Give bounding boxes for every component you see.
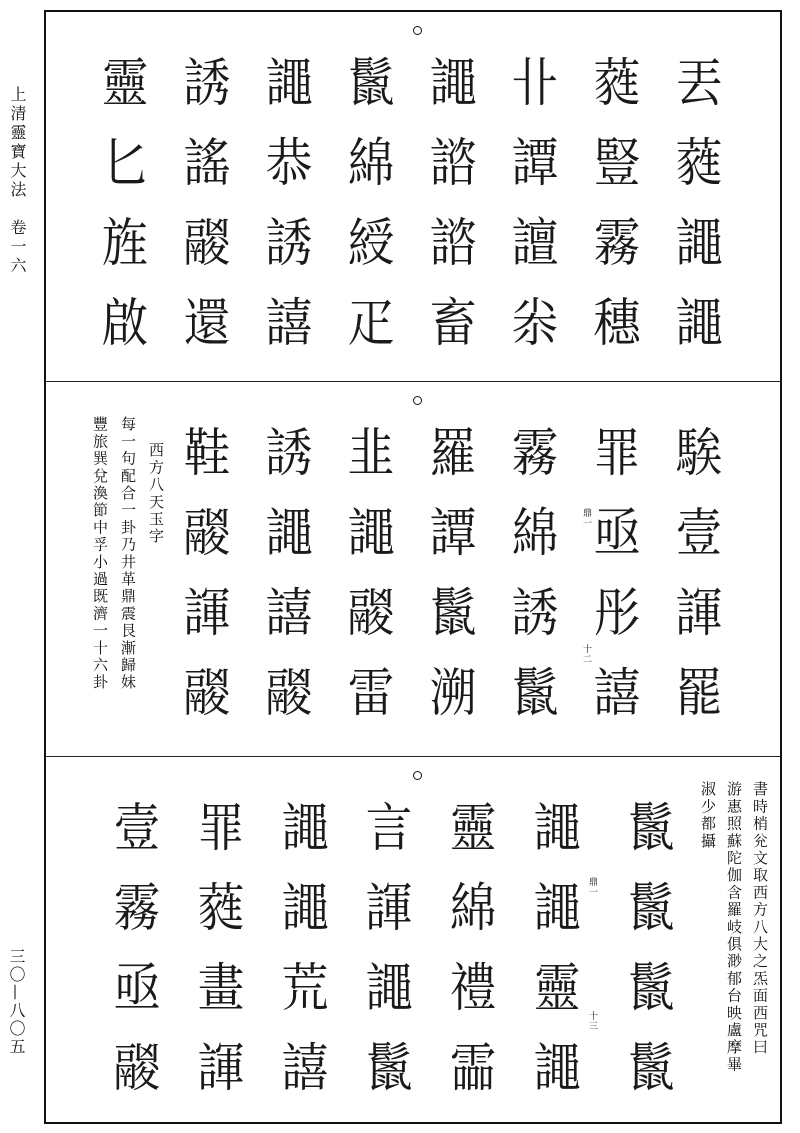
seal-char: 彤 [593,584,641,644]
seal-column [254,414,324,734]
seal-char: 羅 [429,424,477,484]
seal-char: 誘 [265,424,313,484]
seal-char: 譝 [281,799,329,859]
seal-char: 譝 [675,214,723,274]
seal-char: 綿 [347,134,395,194]
fold-note: 十三 [587,1011,597,1031]
seal-char: 荒 [281,959,329,1019]
seal-char: 譝 [281,879,329,939]
seal-char: 疋 [347,294,395,354]
seal-char: 鬛 [627,799,675,859]
seal-char: 匕 [101,134,149,194]
page-frame [44,10,782,1124]
seal-column [664,44,734,364]
seal-column [418,414,488,734]
seal-column [186,789,256,1109]
seal-char: 諢 [197,1039,245,1099]
seal-char: 尜 [511,294,559,354]
seal-char: 譝 [265,54,313,114]
seal-column [582,414,652,734]
seal-char: 騃 [675,424,723,484]
seal-char: 鬛 [365,1039,413,1099]
seal-char: 霧 [593,214,641,274]
panel-3 [46,757,780,1122]
margin-title: 上清靈寶大法 卷一六 [8,86,27,276]
seal-char: 蕤 [593,54,641,114]
seal-column [616,789,686,1109]
seal-char: 罪 [197,799,245,859]
seal-column [172,44,242,364]
seal-char: 譝 [365,959,413,1019]
seal-char: 丟 [675,54,723,114]
seal-char: 綿 [449,879,497,939]
seal-char: 諢 [365,879,413,939]
seal-char: 譝 [533,879,581,939]
seal-char: 謠 [183,134,231,194]
seal-char: 綬 [347,214,395,274]
seal-char: 譚 [511,134,559,194]
seal-column [90,44,160,364]
seal-column [270,789,340,1109]
seal-column [172,414,242,734]
seal-char: 罷 [675,664,723,724]
seal-char: 靈 [533,959,581,1019]
seal-char: 言 [365,799,413,859]
seal-char: 譝 [429,54,477,114]
seal-column [438,789,508,1109]
circle-marker [413,771,422,780]
seal-column [336,414,406,734]
seal-char: 譆 [281,1039,329,1099]
seal-char: 霧 [113,879,161,939]
seal-char: 禮 [449,959,497,1019]
seal-char: 鞋 [183,424,231,484]
seal-char: 綿 [511,504,559,564]
seal-char: 鬛 [627,879,675,939]
seal-column [500,44,570,364]
seal-char: 還 [183,294,231,354]
seal-char: 諮 [429,214,477,274]
seal-char: 譝 [533,1039,581,1099]
note-line: 書時梢兊文取西方八大之炁面西咒曰 [751,781,769,1057]
seal-char: 譝 [265,504,313,564]
fold-note: 鼎一 [581,508,591,528]
note-line: 淑少都攝 [699,781,717,850]
margin-page-number: 三〇—八〇五 [7,948,26,1056]
seal-char: 鬛 [627,959,675,1019]
seal-char: 諮 [429,134,477,194]
circle-marker [413,26,422,35]
seal-char: 亟 [593,504,641,564]
seal-char: 蕤 [197,879,245,939]
seal-char: 雷 [347,664,395,724]
seal-char: 靈 [101,54,149,114]
fold-note: 十二 [581,644,591,664]
seal-char: 畫 [197,959,245,1019]
seal-char: 恭 [265,134,313,194]
circle-marker [413,396,422,405]
seal-char: 蕤 [675,134,723,194]
note-line: 游惠照蘇陀伽含羅岐俱渺郁台映盧摩畢 [725,781,743,1074]
seal-column [500,414,570,734]
seal-char: 鬷 [113,1039,161,1099]
seal-char: 誘 [265,214,313,274]
seal-char: 鬛 [429,584,477,644]
seal-char: 譆 [593,664,641,724]
seal-char: 諢 [675,584,723,644]
seal-char: 罪 [593,424,641,484]
note-line: 每一句配合一卦乃井革鼎震艮漸歸妹 [119,416,137,692]
seal-char: 亟 [113,959,161,1019]
seal-column [664,414,734,734]
seal-char: 啟 [101,294,149,354]
seal-char: 鬷 [183,214,231,274]
seal-char: 鬛 [347,54,395,114]
seal-char: 譆 [265,294,313,354]
seal-char: 豎 [593,134,641,194]
seal-char: 壹 [675,504,723,564]
seal-char: 譆 [265,584,313,644]
seal-char: 譚 [429,504,477,564]
seal-char: 鬛 [511,664,559,724]
note-heading: 西方八天玉字 [147,442,165,546]
seal-char: 畜 [429,294,477,354]
seal-column [418,44,488,364]
seal-column [582,44,652,364]
seal-column [354,789,424,1109]
seal-char: 鬷 [265,664,313,724]
panel-1 [46,12,780,382]
seal-column [522,789,592,1109]
seal-char: 鬛 [627,1039,675,1099]
seal-char: 鬷 [183,664,231,724]
note-line: 豐旅巽兌渙節中孚小過既濟一十六卦 [91,416,109,692]
seal-column [254,44,324,364]
seal-char: 譝 [347,504,395,564]
seal-char: 霝 [449,1039,497,1099]
seal-char: 譝 [675,294,723,354]
seal-char: 霧 [511,424,559,484]
seal-char: 鬷 [347,584,395,644]
seal-char: 鬷 [183,504,231,564]
fold-note: 鼎一 [587,877,597,897]
seal-char: 卝 [511,54,559,114]
seal-column [102,789,172,1109]
seal-char: 旌 [101,214,149,274]
seal-char: 誘 [511,584,559,644]
seal-char: 壹 [113,799,161,859]
seal-char: 譝 [533,799,581,859]
seal-char: 靈 [449,799,497,859]
seal-char: 譠 [511,214,559,274]
seal-char: 誘 [183,54,231,114]
panel-2 [46,382,780,757]
seal-char: 溯 [429,664,477,724]
seal-char: 諢 [183,584,231,644]
seal-char: 韭 [347,424,395,484]
seal-char: 穗 [593,294,641,354]
seal-column [336,44,406,364]
